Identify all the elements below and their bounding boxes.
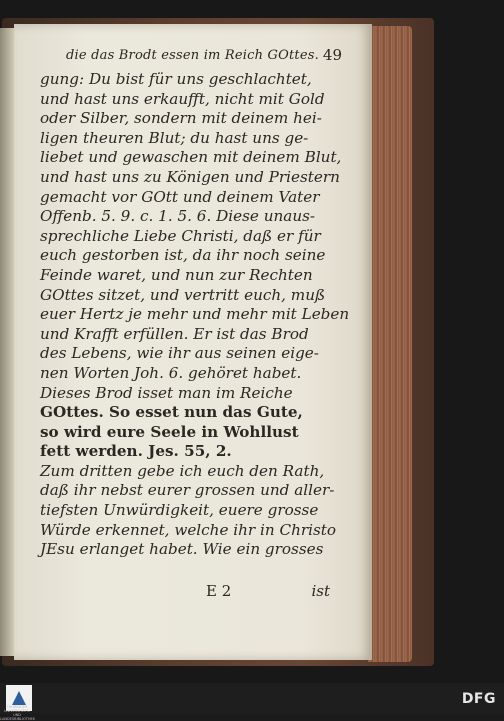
text-line: und Krafft erfüllen. Er ist das Brod: [40, 324, 309, 343]
dfg-logo[interactable]: DFG: [461, 691, 496, 707]
text-line: nen Worten Joh. 6. gehöret habet.: [40, 363, 302, 382]
library-logo-text: THÜRINGER UNIVERSITÄTS- UND LANDESBIBLIOTHEK: [0, 705, 36, 721]
text-line: Offenb. 5. 9. c. 1. 5. 6. Diese unaus-: [40, 207, 316, 226]
page-body-text: [40, 70, 350, 560]
text-line-bold: GOttes. So esset nun das Gute,: [40, 403, 303, 422]
text-line: JEsu erlanget habet. Wie ein grosses: [40, 540, 324, 559]
book-fore-edge: [368, 26, 412, 662]
text-line: euer Hertz je mehr und mehr mit Leben: [40, 305, 350, 324]
text-line: ligen theuren Blut; du hast uns ge-: [40, 128, 309, 147]
text-line: Zum dritten gebe ich euch den Rath,: [40, 461, 325, 480]
text-line: tiefsten Unwürdigkeit, euere grosse: [40, 501, 319, 520]
text-line: oder Silber, sondern mit deinem hei-: [40, 109, 322, 128]
text-line-bold: so wird eure Seele in Wohllust: [40, 422, 299, 441]
text-line: GOttes sitzet, und vertritt euch, muß: [40, 285, 326, 304]
facing-page-edge: [0, 28, 14, 656]
page-header: [66, 44, 356, 70]
text-line: Dieses Brod isset man im Reiche: [40, 383, 293, 402]
text-line: daß ihr nebst eurer grossen und aller-: [40, 481, 335, 500]
page-footer-line: [40, 582, 340, 606]
text-line: liebet und gewaschen mit deinem Blut,: [40, 148, 342, 167]
text-line: des Lebens, wie ihr aus seinen eige-: [40, 344, 319, 363]
text-line: Feinde waret, und nun zur Rechten: [40, 265, 313, 284]
page-number: 49: [322, 46, 342, 64]
text-line: gung: Du bist für uns geschlachtet,: [40, 70, 312, 88]
text-line: Würde erkennet, welche ihr in Christo: [40, 520, 337, 539]
text-line: gemacht vor GOtt und deinem Vater: [40, 187, 320, 206]
running-head: die das Brodt essen im Reich GOttes.: [66, 48, 319, 63]
text-line-bold: fett werden. Jes. 55, 2.: [40, 442, 232, 461]
text-line: euch gestorben ist, da ihr noch seine: [40, 246, 326, 265]
text-line: und hast uns erkaufft, nicht mit Gold: [40, 89, 325, 108]
text-line: sprechliche Liebe Christi, daß er für: [40, 226, 321, 245]
library-logo-icon: [12, 691, 26, 705]
text-line: und hast uns zu Königen und Priestern: [40, 167, 340, 186]
viewer-footer: [0, 683, 504, 721]
signature-mark: E 2: [206, 582, 232, 600]
catchword: ist: [311, 582, 330, 600]
